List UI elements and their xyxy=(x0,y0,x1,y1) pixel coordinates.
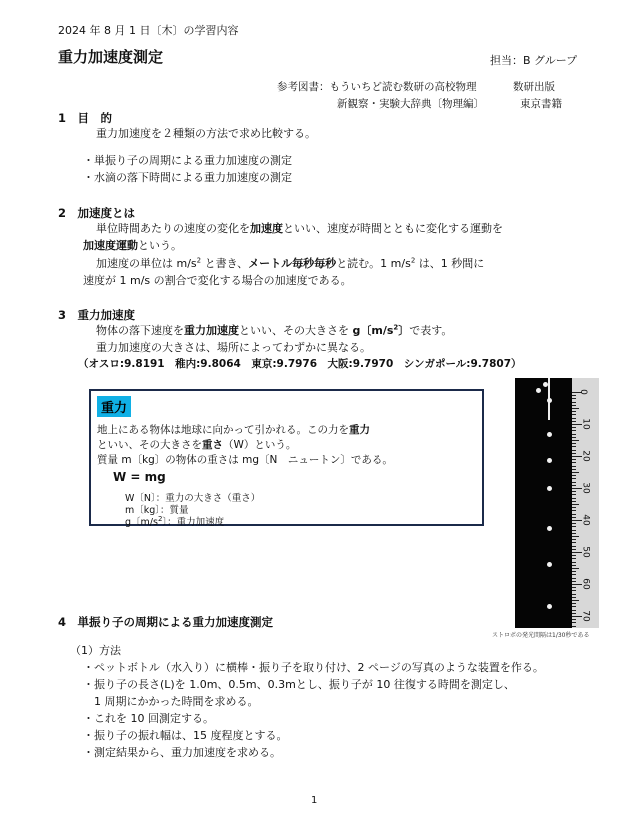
ruler-tick xyxy=(572,542,576,543)
water-drop xyxy=(547,526,552,531)
water-drop xyxy=(536,388,541,393)
method-item-2: ・振り子の長さ(L)を 1.0m、0.5m、0.3mとし、振り子が 10 往復する時間を測定し、 xyxy=(83,678,515,691)
section-4-subheading: （1）方法 xyxy=(70,644,121,657)
ruler-tick xyxy=(572,514,576,515)
ruler-label: 0 xyxy=(577,389,588,395)
gravity-box-line-3: 質量 m〔kg〕の物体の重さは mg〔N ニュートン〕である。 xyxy=(97,454,393,466)
ruler-tick xyxy=(572,600,579,601)
ruler-tick xyxy=(572,558,576,559)
water-drop xyxy=(543,382,548,387)
ruler-tick xyxy=(572,453,576,454)
ruler-tick xyxy=(572,414,576,415)
ruler-tick xyxy=(572,408,579,409)
ruler-tick xyxy=(572,549,576,550)
ruler-tick xyxy=(572,411,576,412)
method-item-1: ・ペットボトル（水入り）に横棒・振り子を取り付け、2 ページの写真のような装置を作る。 xyxy=(83,661,544,674)
ruler-tick xyxy=(572,594,576,595)
ruler-tick xyxy=(572,536,579,537)
ruler-tick xyxy=(572,562,576,563)
ruler-tick xyxy=(572,434,576,435)
strobe-photo xyxy=(515,378,599,628)
section-1-intro: 重力加速度を２種類の方法で求め比較する。 xyxy=(96,127,316,140)
photo-caption: ストロボの発光間隔は1/30秒である xyxy=(492,632,590,639)
page-title: 重力加速度測定 xyxy=(58,48,164,66)
section-3-para-2: 重力加速度の大きさは、場所によってわずかに異なる。 xyxy=(96,341,371,354)
ruler-tick xyxy=(572,507,576,508)
ruler-tick xyxy=(572,539,576,540)
ruler-tick xyxy=(572,482,576,483)
ruler-tick xyxy=(572,437,576,438)
ruler-tick xyxy=(572,568,579,569)
gravity-formula: W = mg xyxy=(113,470,166,484)
lesson-date: 2024 年 8 月 1 日〔木〕の学習内容 xyxy=(58,24,239,37)
ruler-tick xyxy=(572,504,579,505)
ruler-tick xyxy=(572,533,576,534)
gravity-definition-box xyxy=(89,389,484,526)
references-label: 参考図書： xyxy=(277,81,330,93)
ruler-tick xyxy=(572,472,579,473)
gravity-box-line-2: といい、その大きさを重さ（W）という。 xyxy=(97,439,297,451)
ruler-tick xyxy=(572,613,576,614)
reference-publisher-2: 東京書籍 xyxy=(520,98,562,110)
reference-publisher-1: 数研出版 xyxy=(513,81,555,93)
ruler-tick xyxy=(572,418,576,419)
method-item-5: ・振り子の振れ幅は、15 度程度とする。 xyxy=(83,729,288,742)
ruler-tick xyxy=(572,581,576,582)
water-drop xyxy=(547,486,552,491)
section-2-para-1-cont: 加速度運動という。 xyxy=(83,239,182,252)
gravity-values: （オスロ:9.8191 稚内:9.8064 東京:9.7976 大阪:9.7970 シンガポール:9.7807） xyxy=(78,358,522,370)
ruler-tick xyxy=(572,469,576,470)
ruler-tick xyxy=(572,610,576,611)
gravity-def-2: m〔kg〕：質量 xyxy=(125,505,189,516)
group-label: 担当：B グループ xyxy=(490,54,578,67)
ruler-tick xyxy=(572,395,576,396)
section-1-heading: 1 目 的 xyxy=(58,111,113,125)
ruler-label: 70 xyxy=(580,610,591,622)
ruler-tick xyxy=(572,462,576,463)
ruler-tick xyxy=(572,619,576,620)
ruler-tick xyxy=(572,430,576,431)
method-item-6: ・測定結果から、重力加速度を求める。 xyxy=(83,746,281,759)
ruler-tick xyxy=(572,590,576,591)
ruler-tick xyxy=(572,402,576,403)
ruler-tick xyxy=(572,578,576,579)
ruler-tick xyxy=(572,450,576,451)
section-2-para-1: 単位時間あたりの速度の変化を加速度といい、速度が時間とともに変化する運動を xyxy=(96,222,503,235)
water-drop xyxy=(547,398,552,403)
ruler-tick xyxy=(572,597,576,598)
section-3-para-1: 物体の落下速度を重力加速度といい、その大きさを g〔$m/s^2$〕で表す。 xyxy=(96,323,453,337)
ruler-tick xyxy=(572,491,576,492)
water-drop xyxy=(547,562,552,567)
ruler-tick xyxy=(572,443,576,444)
ruler-tick xyxy=(572,530,576,531)
section-4-heading: 4 単振り子の周期による重力加速度測定 xyxy=(58,615,273,629)
ruler-tick xyxy=(572,565,576,566)
gravity-def-3: g〔$m/s^2$〕：重力加速度 xyxy=(125,514,225,528)
ruler-tick xyxy=(572,546,576,547)
water-drop xyxy=(547,458,552,463)
ruler-tick xyxy=(572,405,576,406)
ruler-label: 60 xyxy=(580,578,591,590)
ruler-tick xyxy=(572,626,576,627)
ruler-tick xyxy=(572,498,576,499)
ruler-label: 20 xyxy=(580,450,591,462)
section-3-heading: 3 重力加速度 xyxy=(58,308,136,322)
ruler-tick xyxy=(572,459,576,460)
ruler-tick xyxy=(572,606,576,607)
ruler-tick xyxy=(572,574,576,575)
method-item-3: 1 周期にかかった時間を求める。 xyxy=(83,695,259,708)
ruler-tick xyxy=(572,501,576,502)
ruler-tick xyxy=(572,466,576,467)
ruler-tick xyxy=(572,523,576,524)
ruler-tick xyxy=(572,555,576,556)
ruler-tick xyxy=(572,427,576,428)
ruler-label: 50 xyxy=(580,546,591,558)
section-2-heading: 2 加速度とは xyxy=(58,206,136,220)
references xyxy=(277,79,477,94)
ruler-tick xyxy=(572,421,576,422)
ruler xyxy=(572,378,599,628)
ruler-tick xyxy=(572,571,576,572)
ruler-tick xyxy=(572,587,576,588)
reference-book-2: 新観察・実験大辞典〔物理編〕 xyxy=(337,98,484,110)
section-1-bullet-2: ・水滴の落下時間による重力加速度の測定 xyxy=(83,171,292,184)
ruler-tick xyxy=(572,398,576,399)
ruler-tick xyxy=(572,517,576,518)
water-drop xyxy=(547,432,552,437)
gravity-box-title: 重力 xyxy=(97,396,131,417)
ruler-label: 40 xyxy=(580,514,591,526)
ruler-tick xyxy=(572,603,576,604)
ruler-tick xyxy=(572,622,576,623)
page-number: 1 xyxy=(311,795,318,806)
ruler-tick xyxy=(572,485,576,486)
ruler-label: 30 xyxy=(580,482,591,494)
section-1-bullet-1: ・単振り子の周期による重力加速度の測定 xyxy=(83,154,292,167)
ruler-label: 10 xyxy=(580,418,591,430)
gravity-box-line-1: 地上にある物体は地球に向かって引かれる。この力を重力 xyxy=(97,424,370,436)
reference-book-1: もういちど読む数研の高校物理 xyxy=(329,81,477,93)
ruler-tick xyxy=(572,440,579,441)
gravity-def-1: W〔N〕：重力の大きさ（重さ） xyxy=(125,493,261,504)
ruler-tick xyxy=(572,494,576,495)
water-drop xyxy=(547,604,552,609)
ruler-tick xyxy=(572,526,576,527)
ruler-tick xyxy=(572,475,576,476)
section-2-para-2: 加速度の単位は $m/s^2$ と書き、メートル毎秒毎秒と読む。1 $m/s^2$ は、1 秒間に xyxy=(96,256,485,270)
method-item-4: ・これを 10 回測定する。 xyxy=(83,712,214,725)
ruler-tick xyxy=(572,478,576,479)
ruler-tick xyxy=(572,446,576,447)
section-2-para-3: 速度が 1 m/s の割合で変化する場合の加速度である。 xyxy=(83,274,352,287)
ruler-tick xyxy=(572,510,576,511)
